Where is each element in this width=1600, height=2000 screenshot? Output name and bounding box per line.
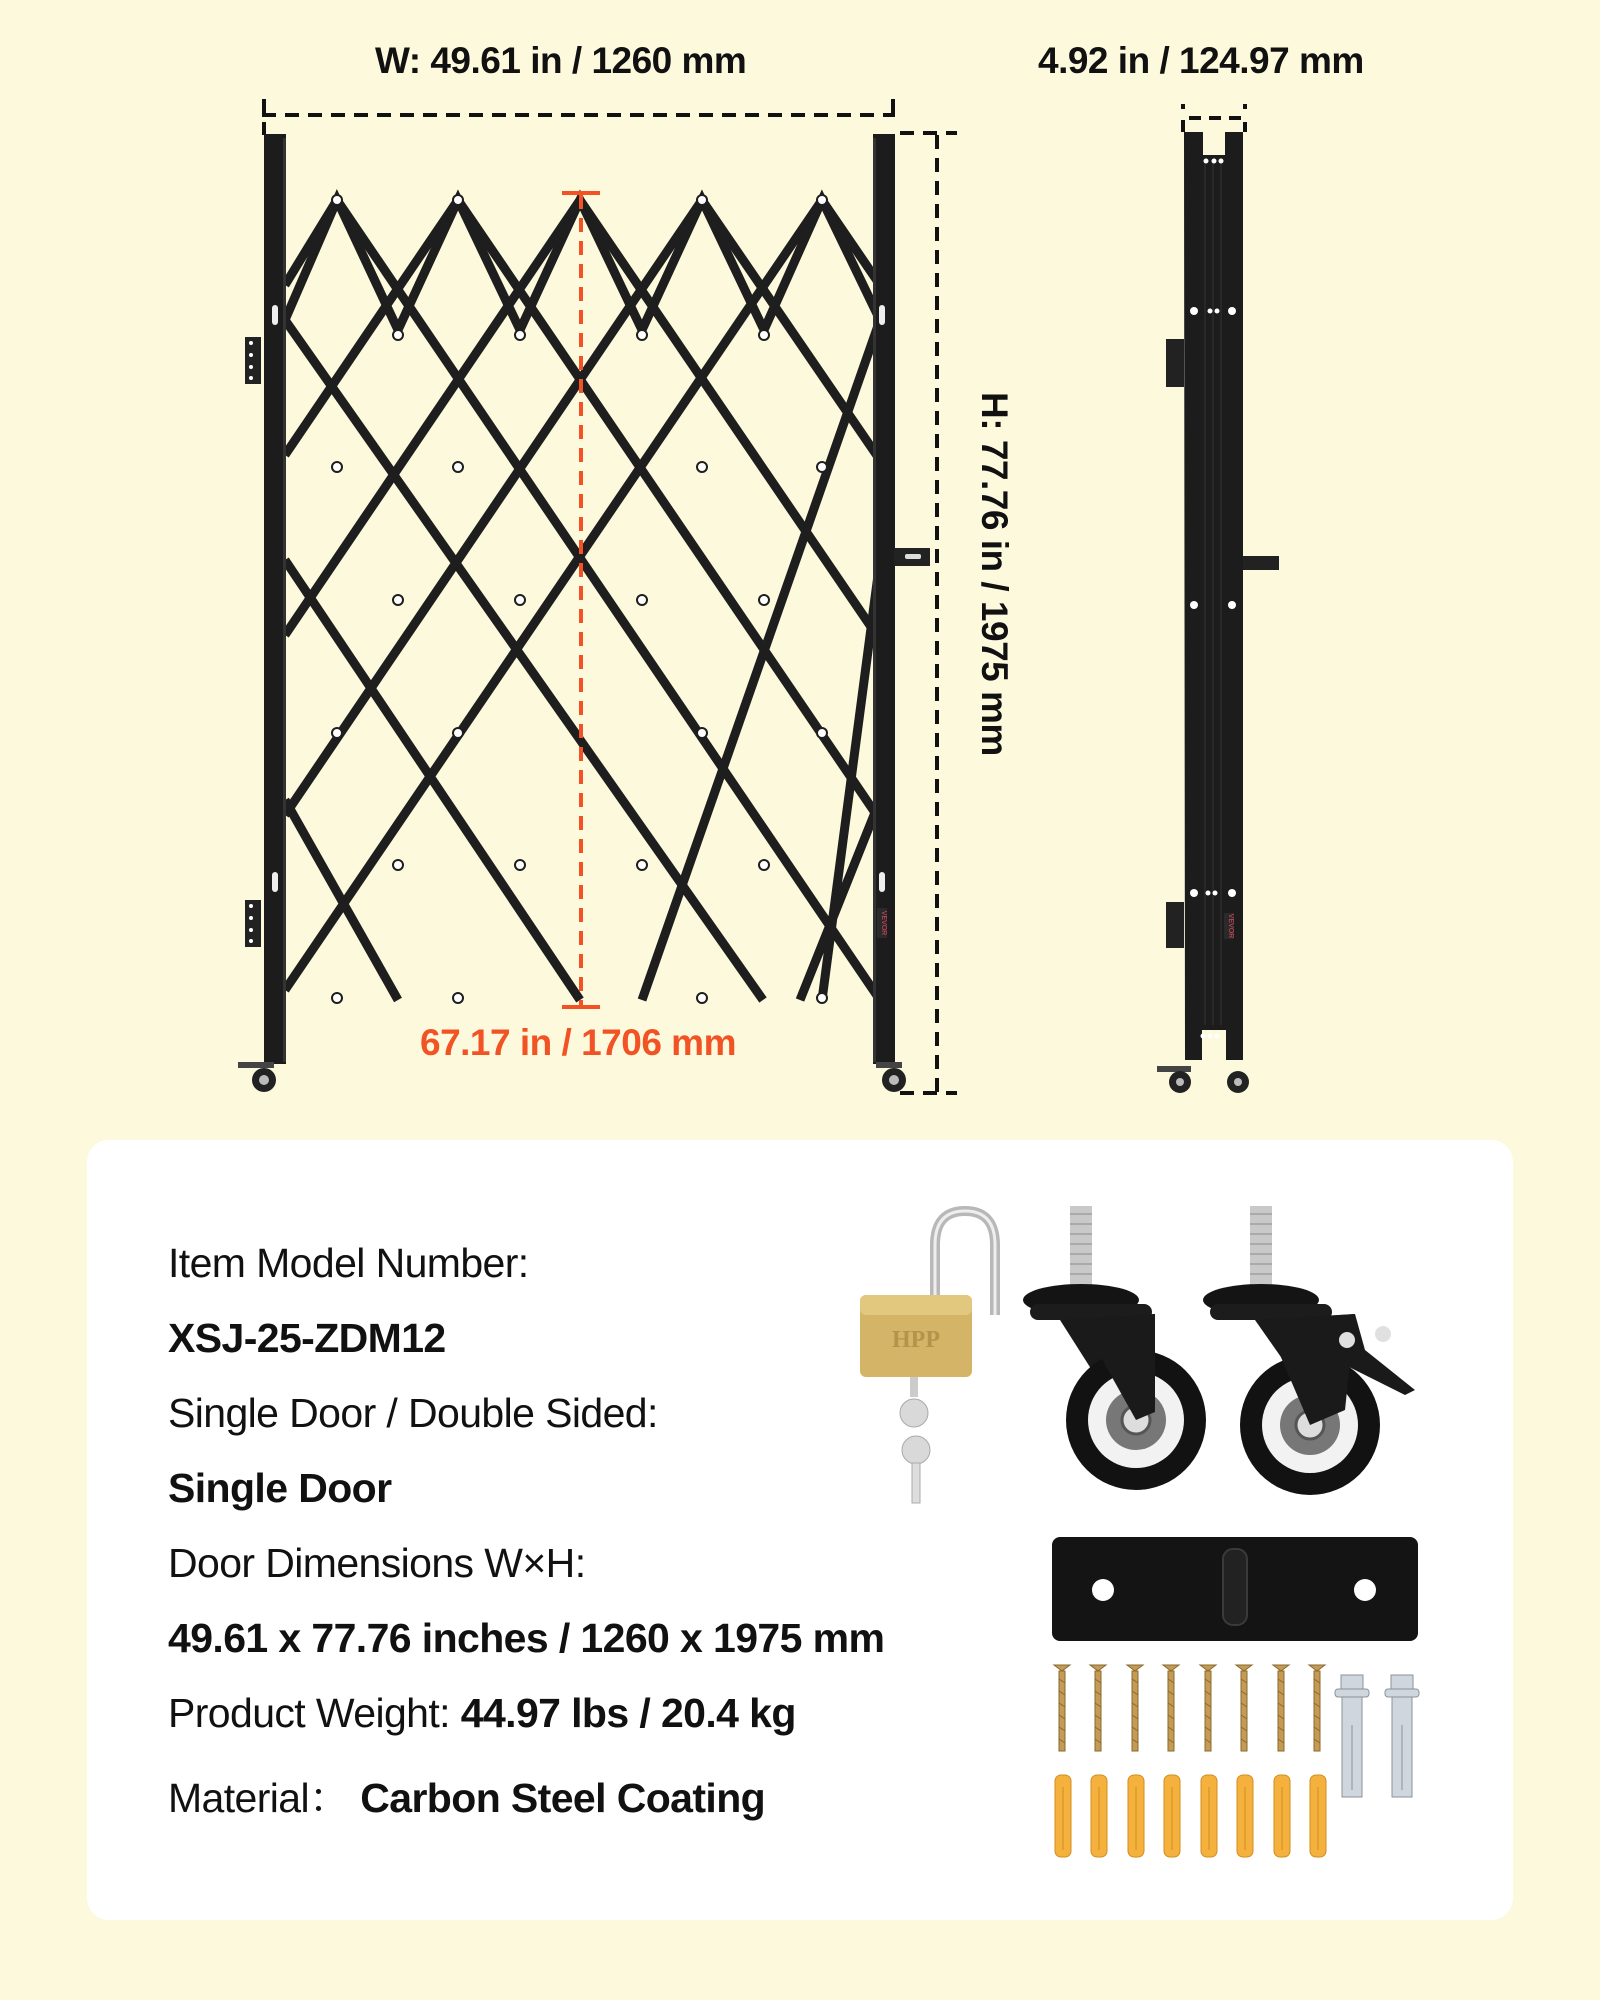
model-number-value	[168, 1315, 446, 1362]
height-dimension-label: H: 77.76 in / 1975 mm	[974, 392, 1015, 756]
door-dimensions-text: 49.61 x 77.76 inches / 1260 x 1975 mm	[168, 1615, 885, 1661]
product-weight-label: Product Weight:	[168, 1690, 450, 1736]
depth-dimension-label: 4.92 in / 124.97 mm	[1038, 40, 1364, 81]
material-value: Carbon Steel Coating	[360, 1775, 766, 1821]
door-dimensions-value	[168, 1615, 884, 1662]
model-number-label: Item Model Number:	[168, 1240, 529, 1286]
svg-text:VEVOR: VEVOR	[1227, 913, 1234, 939]
hardware-kit-image	[1045, 1665, 1425, 1865]
locking-caster-image	[1195, 1200, 1435, 1490]
door-type-text: Single Door	[168, 1465, 392, 1511]
wall-bracket-image	[1050, 1535, 1430, 1645]
lattice-height-label: 67.17 in / 1706 mm	[420, 1022, 736, 1063]
padlock-image	[840, 1205, 1020, 1545]
door-type-label: Single Door / Double Sided:	[168, 1390, 658, 1436]
product-weight-row	[168, 1690, 796, 1737]
model-number-text: XSJ-25-ZDM12	[168, 1315, 446, 1361]
product-weight-value: 44.97 lbs / 20.4 kg	[460, 1690, 796, 1736]
door-type-value	[168, 1465, 391, 1512]
screws	[1054, 1665, 1325, 1751]
svg-text:VEVOR: VEVOR	[880, 910, 887, 936]
swivel-caster-image	[1020, 1200, 1210, 1490]
material-row	[168, 1765, 765, 1824]
svg-text:HPP: HPP	[892, 1327, 940, 1353]
expansion-bolts	[1335, 1675, 1419, 1797]
wall-anchors	[1055, 1775, 1326, 1857]
material-label: Material：	[168, 1775, 350, 1821]
width-dimension-label: W: 49.61 in / 1260 mm	[375, 40, 747, 81]
door-dimensions-label: Door Dimensions W×H:	[168, 1540, 586, 1586]
